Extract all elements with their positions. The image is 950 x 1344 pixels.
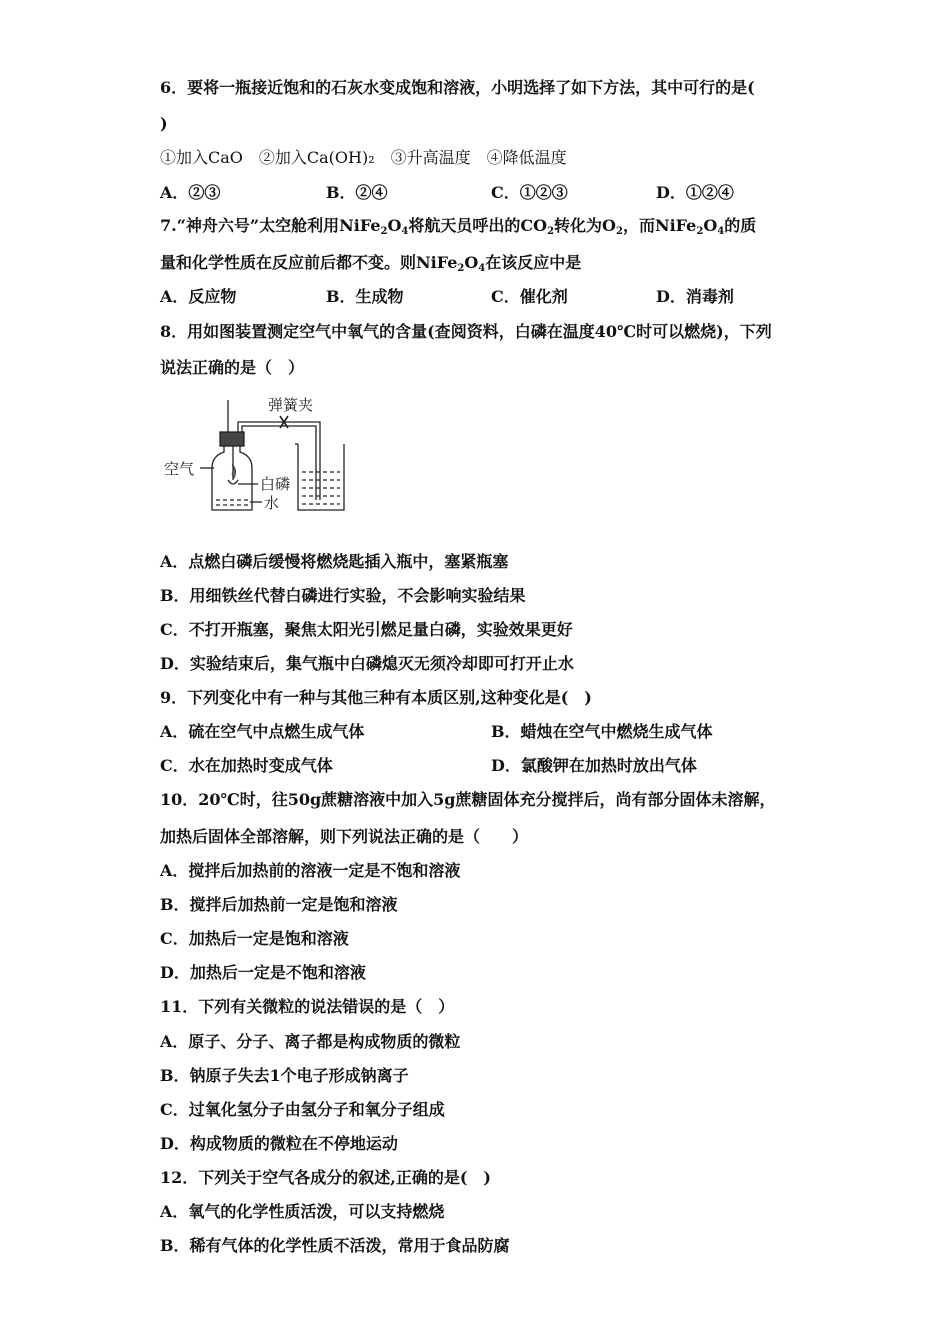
formula-nife2o4-2: $NiFe_2O_4$ [654,216,725,237]
q11-stem: 11．下列有关微粒的说法错误的是（ ） [160,997,455,1016]
q10-option-a: A．搅拌后加热前的溶液一定是不饱和溶液 [160,861,461,880]
q11-option-c: C．过氧化氢分子由氢分子和氧分子组成 [160,1100,445,1119]
q8-option-c: C．不打开瓶塞，聚焦太阳光引燃足量白磷，实验效果更好 [160,620,573,639]
beaker [298,444,344,510]
q10-option-d: D．加热后一定是不饱和溶液 [160,963,366,982]
q7-option-a: A．反应物 [160,287,237,306]
q7-option-c: C．催化剂 [491,287,568,306]
combustion-spoon [228,480,238,484]
label-white-phosphorus: 白磷 [260,475,291,493]
label-air: 空气 [164,460,195,478]
label-water: 水 [264,494,280,512]
q7-text-6: 量和化学性质在反应前后都不变。则 [160,253,417,272]
q7-text-4: ，而 [622,216,655,235]
q12-stem: 12．下列关于空气各成分的叙述,正确的是( ) [160,1168,491,1187]
q9-option-b: B．蜡烛在空气中燃烧生成气体 [491,722,713,741]
q7-number: 7 [160,216,172,235]
q7-stem-line1 [160,216,756,242]
q11-option-b: B．钠原子失去1个电子形成钠离子 [160,1066,409,1085]
q6-option-b: B．②④ [326,183,388,202]
q10-option-b: B．搅拌后加热前一定是饱和溶液 [160,895,398,914]
formula-co2: $CO_2$ [520,216,555,237]
stopper [220,432,244,446]
q8-stem-line1: 8．用如图装置测定空气中氧气的含量(查阅资料，白磷在温度40℃时可以燃烧)，下列 [160,322,772,341]
q8-option-d: D．实验结束后，集气瓶中白磷熄灭无须冷却即可打开止水 [160,654,574,673]
q9-option-c: C．水在加热时变成气体 [160,756,333,775]
q12-option-a: A．氧气的化学性质活泼，可以支持燃烧 [160,1202,445,1221]
q7-option-d: D．消毒剂 [656,287,734,306]
q10-option-c: C．加热后一定是饱和溶液 [160,929,349,948]
q7-text-2: 将航天员呼出的 [408,216,521,235]
q7-text-5: 的质 [724,216,757,235]
q11-option-d: D．构成物质的微粒在不停地运动 [160,1134,398,1153]
q8-option-b: B．用细铁丝代替白磷进行实验，不会影响实验结果 [160,586,526,605]
formula-o2: $O_2$ [602,216,623,237]
q7-text-7: 在该反应中是 [485,253,582,272]
q7-text-3: 转化为 [554,216,603,235]
q7-text-1: .“神舟六号”太空舱利用 [171,216,340,235]
q6-stem-line2: ) [160,114,168,133]
q6-stem-line1: 6．要将一瓶接近饱和的石灰水变成饱和溶液，小明选择了如下方法，其中可行的是( [160,78,755,97]
label-spring-clip: 弹簧夹 [268,396,314,414]
formula-nife2o4: $NiFe_2O_4$ [339,216,409,237]
q10-stem-line1: 10．20℃时，往50g蔗糖溶液中加入5g蔗糖固体充分搅拌后，尚有部分固体未溶解， [160,790,776,809]
q6-option-c: C．①②③ [491,183,568,202]
q8-apparatus-figure [162,392,362,522]
q8-option-a: A．点燃白磷后缓慢将燃烧匙插入瓶中，塞紧瓶塞 [160,552,509,571]
q6-option-a: A．②③ [160,183,221,202]
q10-stem-line2: 加热后固体全部溶解，则下列说法正确的是（ ） [160,827,529,846]
q7-option-b: B．生成物 [326,287,404,306]
q9-stem: 9．下列变化中有一种与其他三种有本质区别,这种变化是( ) [160,688,592,707]
q9-option-a: A．硫在空气中点燃生成气体 [160,722,365,741]
q6-methods: ①加入CaO ②加入Ca(OH)₂ ③升高温度 ④降低温度 [160,148,567,167]
q11-option-a: A．原子、分子、离子都是构成物质的微粒 [160,1032,461,1051]
formula-nife2o4-3: $NiFe_2O_4$ [416,253,486,274]
q9-option-d: D．氯酸钾在加热时放出气体 [491,756,697,775]
q12-option-b: B．稀有气体的化学性质不活泼，常用于食品防腐 [160,1236,510,1255]
q8-stem-line2: 说法正确的是（ ） [160,358,305,377]
q7-stem-line2 [160,253,581,279]
q6-option-d: D．①②④ [656,183,734,202]
